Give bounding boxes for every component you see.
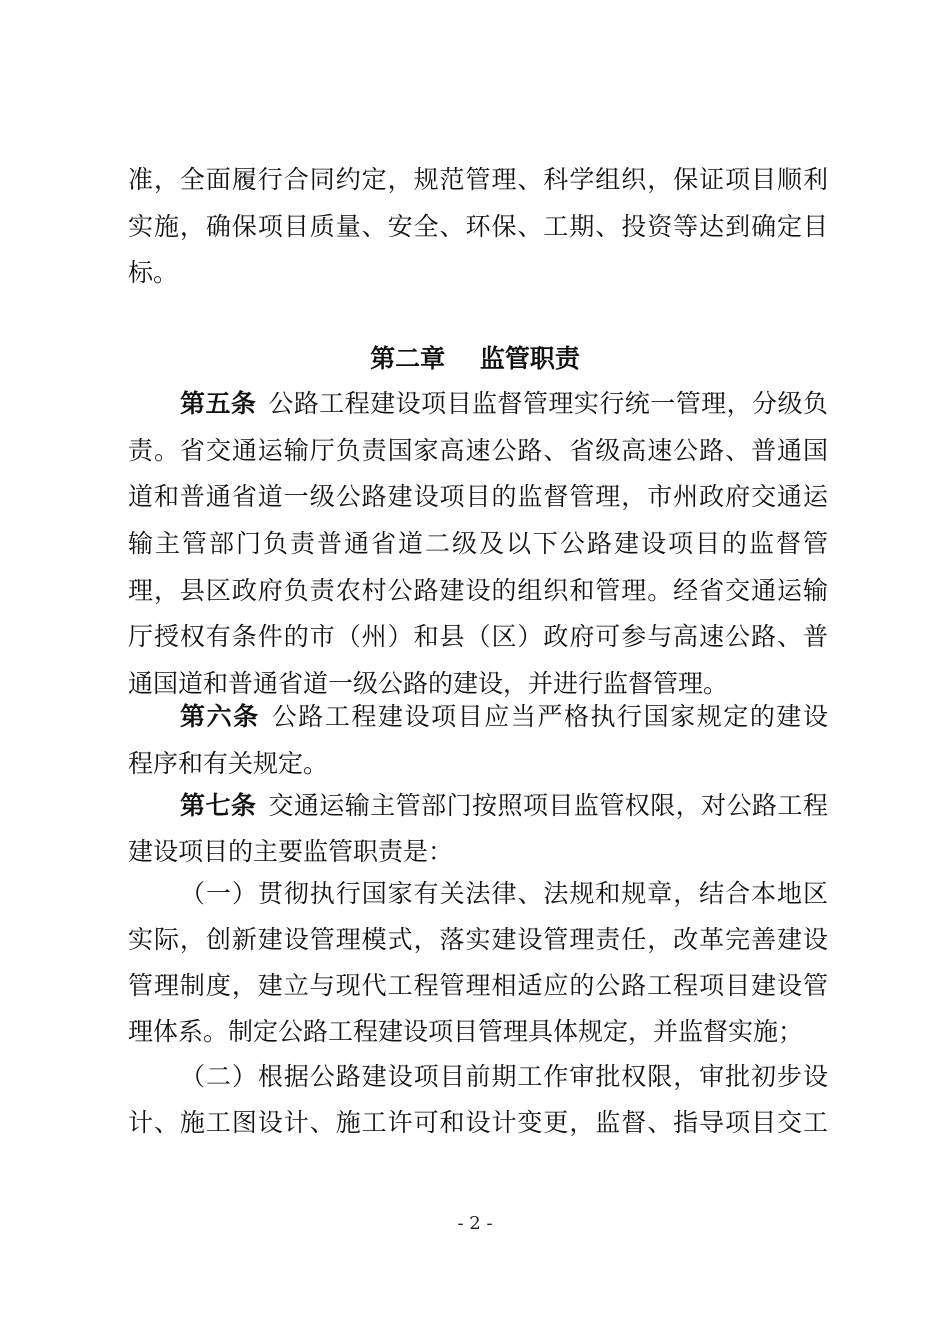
- body-line: 厅授权有条件的市（州）和县（区）政府可参与高速公路、普: [128, 622, 828, 651]
- body-line: 建设项目的主要监管职责是：: [128, 837, 454, 866]
- body-line: 准，全面履行合同约定，规范管理、科学组织，保证项目顺利: [128, 165, 828, 194]
- article-7-first-line: [180, 786, 828, 826]
- article-6-first-line: [180, 697, 828, 737]
- body-line: 责。省交通运输厅负责国家高速公路、省级高速公路、普通国: [128, 436, 828, 465]
- body-line: 道和普通省道一级公路建设项目的监督管理，市州政府交通运: [128, 482, 828, 511]
- article-6-text: 公路工程建设项目应当严格执行国家规定的建设: [271, 702, 828, 731]
- article-5-text: 公路工程建设项目监督管理实行统一管理，分级负: [268, 389, 828, 418]
- body-line: 标。: [128, 258, 179, 287]
- article-5-first-line: [180, 384, 828, 424]
- body-line: 输主管部门负责普通省道二级及以下公路建设项目的监督管: [128, 529, 828, 558]
- body-line: 实际，创新建设管理模式，落实建设管理责任，改革完善建设: [128, 925, 828, 954]
- article-7-label: 第七条: [180, 791, 257, 820]
- chapter-heading: 第二章 监管职责: [370, 344, 580, 373]
- body-line: 计、施工图设计、施工许可和设计变更，监督、指导项目交工: [128, 1108, 828, 1137]
- list-item-1-first-line: （一）贯彻执行国家有关法律、法规和规章，结合本地区: [180, 879, 828, 908]
- body-line: 实施，确保项目质量、安全、环保、工期、投资等达到确定目: [128, 212, 828, 241]
- body-line: 理，县区政府负责农村公路建设的组织和管理。经省交通运输: [128, 576, 828, 605]
- article-5-label: 第五条: [180, 389, 257, 418]
- body-line: 理体系。制定公路工程建设项目管理具体规定，并监督实施；: [128, 1017, 804, 1046]
- body-line: 管理制度，建立与现代工程管理相适应的公路工程项目建设管: [128, 971, 828, 1000]
- page-number: - 2 -: [457, 1213, 493, 1234]
- article-7-text: 交通运输主管部门按照项目监管权限，对公路工程: [268, 791, 828, 820]
- body-line: 程序和有关规定。: [128, 749, 329, 778]
- list-item-2-first-line: （二）根据公路建设项目前期工作审批权限，审批初步设: [180, 1062, 828, 1091]
- body-line: 通国道和普通省道一级公路的建设，并进行监督管理。: [128, 669, 729, 698]
- article-6-label: 第六条: [180, 702, 260, 731]
